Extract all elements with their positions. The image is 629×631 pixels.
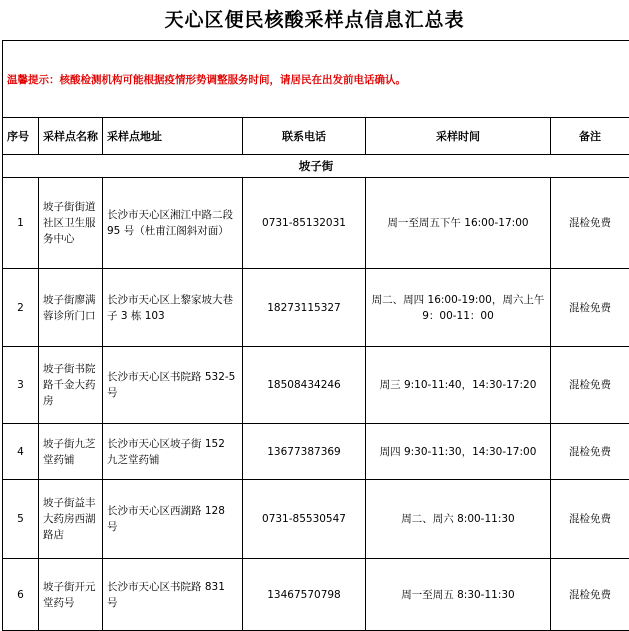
row-index-cell: 5	[3, 480, 39, 559]
phone-cell: 18508434246	[243, 347, 366, 424]
note-cell: 混检免费	[551, 480, 629, 559]
phone-cell: 18273115327	[243, 269, 366, 347]
sampling-time-cell: 周二、周四 16:00-19:00，周六上午 9：00-11：00	[366, 269, 551, 347]
row-index-cell: 2	[3, 269, 39, 347]
section-row	[3, 155, 629, 178]
table-row	[3, 559, 629, 631]
table-row	[3, 480, 629, 559]
header-row	[3, 118, 629, 155]
row-index-cell: 1	[3, 178, 39, 269]
sampling-time-cell: 周二、周六 8:00-11:30	[366, 480, 551, 559]
row-index-cell: 3	[3, 347, 39, 424]
table-row	[3, 424, 629, 480]
table-row	[3, 178, 629, 269]
site-name-cell: 坡子街书院路千金大药房	[39, 347, 103, 424]
site-name-cell: 坡子街开元堂药号	[39, 559, 103, 631]
site-address-cell: 长沙市天心区书院路 532-5 号	[103, 347, 243, 424]
sampling-sites-table	[2, 40, 629, 631]
note-cell: 混检免费	[551, 559, 629, 631]
header-note: 备注	[551, 118, 629, 155]
site-name-cell: 坡子街益丰大药房西湖路店	[39, 480, 103, 559]
site-name-cell: 坡子街街道社区卫生服务中心	[39, 178, 103, 269]
site-address-cell: 长沙市天心区湘江中路二段 95 号（杜甫江阁斜对面）	[103, 178, 243, 269]
notice-row	[3, 41, 629, 118]
header-address: 采样点地址	[103, 118, 243, 155]
phone-cell: 13467570798	[243, 559, 366, 631]
row-index-cell: 6	[3, 559, 39, 631]
section-label: 坡子街	[3, 155, 629, 178]
table-row	[3, 269, 629, 347]
site-address-cell: 长沙市天心区坡子街 152 九芝堂药铺	[103, 424, 243, 480]
phone-cell: 0731-85132031	[243, 178, 366, 269]
note-cell: 混检免费	[551, 269, 629, 347]
phone-cell: 13677387369	[243, 424, 366, 480]
sampling-time-cell: 周一至周五下午 16:00-17:00	[366, 178, 551, 269]
phone-cell: 0731-85530547	[243, 480, 366, 559]
site-address-cell: 长沙市天心区上黎家坡大巷子 3 栋 103	[103, 269, 243, 347]
note-cell: 混检免费	[551, 178, 629, 269]
site-name-cell: 坡子街九芝堂药铺	[39, 424, 103, 480]
note-cell: 混检免费	[551, 424, 629, 480]
site-address-cell: 长沙市天心区西湖路 128 号	[103, 480, 243, 559]
site-address-cell: 长沙市天心区书院路 831 号	[103, 559, 243, 631]
header-name: 采样点名称	[39, 118, 103, 155]
row-index-cell: 4	[3, 424, 39, 480]
table-row	[3, 347, 629, 424]
page-title: 天心区便民核酸采样点信息汇总表	[0, 0, 629, 40]
sampling-time-cell: 周三 9:10-11:40，14:30-17:20	[366, 347, 551, 424]
header-time: 采样时间	[366, 118, 551, 155]
note-cell: 混检免费	[551, 347, 629, 424]
header-index: 序号	[3, 118, 39, 155]
notice-text: 温馨提示：核酸检测机构可能根据疫情形势调整服务时间，请居民在出发前电话确认。	[3, 41, 629, 118]
header-phone: 联系电话	[243, 118, 366, 155]
sampling-time-cell: 周四 9:30-11:30，14:30-17:00	[366, 424, 551, 480]
site-name-cell: 坡子街廖满蓉诊所门口	[39, 269, 103, 347]
sampling-time-cell: 周一至周五 8:30-11:30	[366, 559, 551, 631]
